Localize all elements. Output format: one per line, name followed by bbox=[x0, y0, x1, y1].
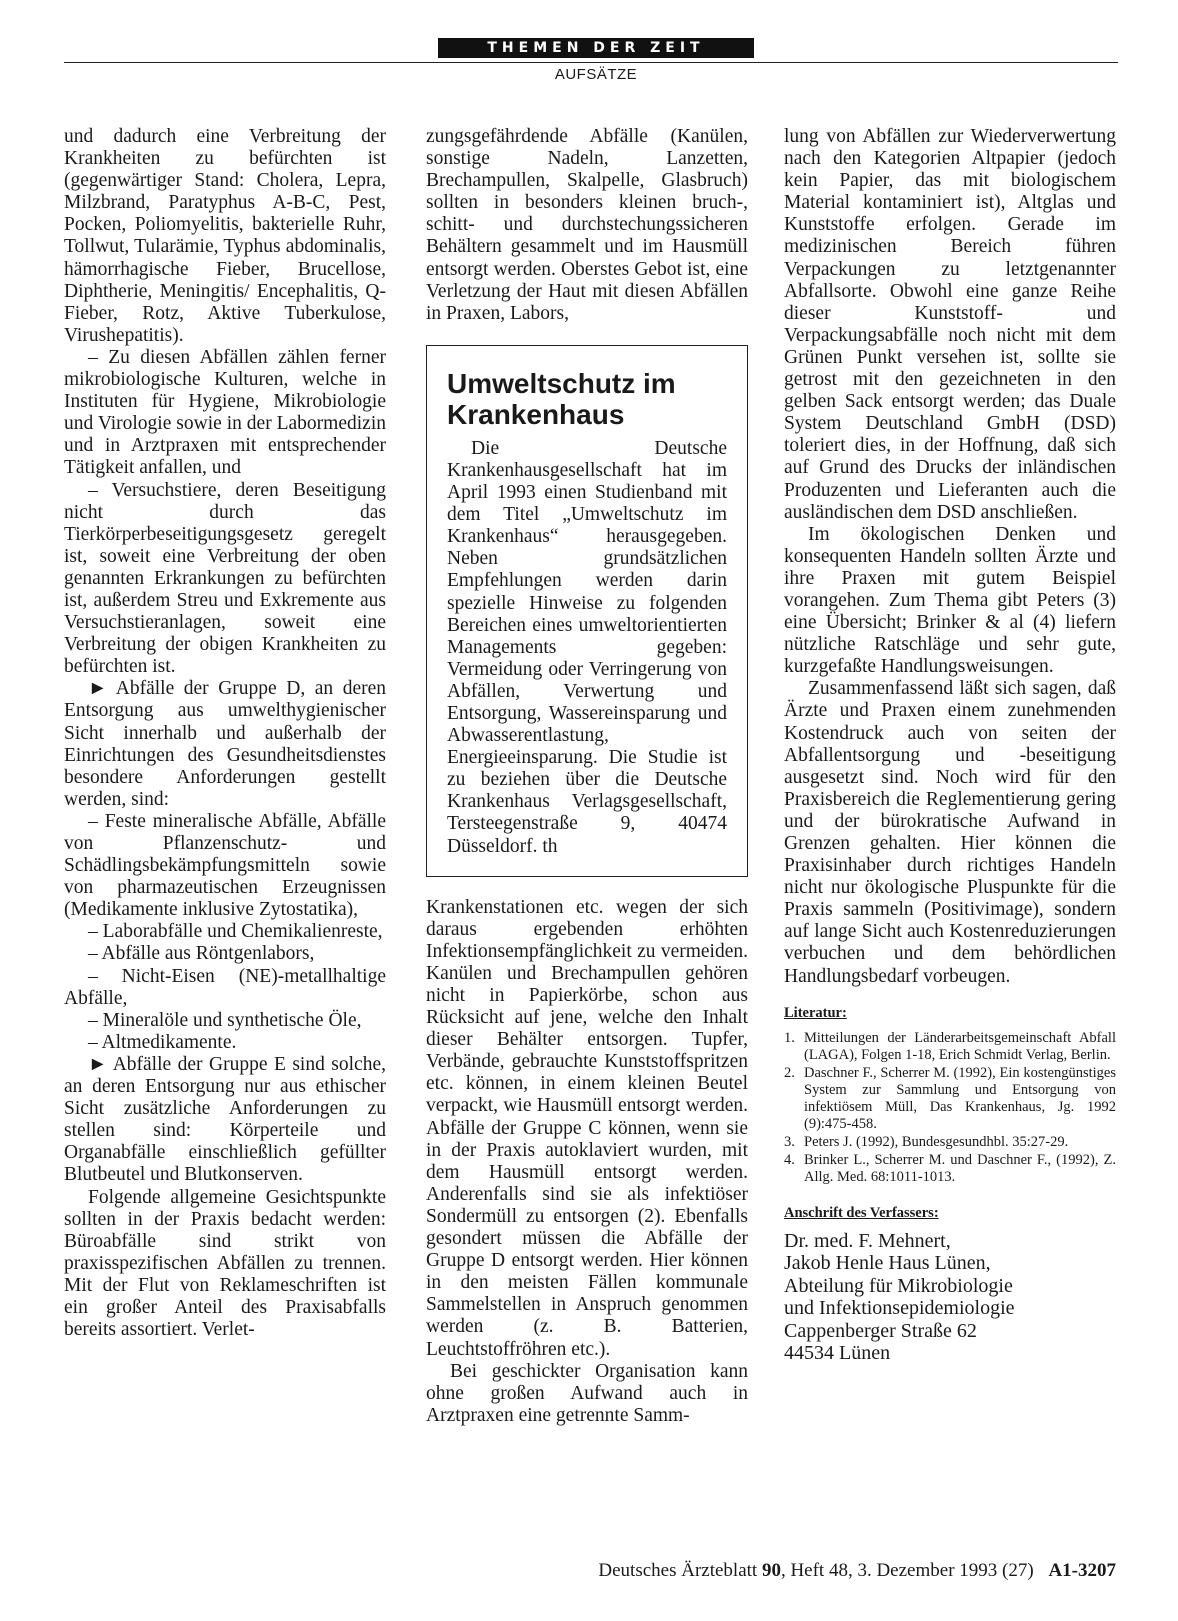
header-rule bbox=[64, 62, 1118, 63]
reference-item: 3. Peters J. (1992), Bundesgesundhbl. 35:27-29. bbox=[784, 1133, 1069, 1150]
paragraph: – Abfälle aus Röntgenlabors, bbox=[88, 943, 315, 965]
author-address: Dr. med. F. Mehnert, Jakob Henle Haus Lünen, Abteilung für Mikrobiologie und Infektionsepidemiologie Cappenberger Straße 62 44534 Lünen bbox=[784, 1229, 1015, 1365]
paragraph: – Zu diesen Abfällen zählen ferner mikrobiologische Kulturen, welche in Instituten für Hygiene, Mikrobiologie und Virologie sowie in der Labormedizin und in Arztpraxen mit entsprechender Tätigkeit anfallen, und bbox=[64, 346, 386, 479]
paragraph: – Laborabfälle und Chemikalienreste, bbox=[88, 921, 383, 943]
section-subtitle: AUFSÄTZE bbox=[554, 66, 638, 83]
reference-item: 1. Mitteilungen der Länderarbeitsgemeinschaft Abfall (LAGA), Folgen 1-18, Erich Schmidt Verlag, Berlin. bbox=[784, 1029, 1116, 1063]
address-heading: Anschrift des Verfassers: bbox=[784, 1204, 939, 1221]
paragraph: – Nicht-Eisen (NE)-metallhaltige Abfälle, bbox=[64, 965, 386, 1009]
paragraph: Folgende allgemeine Gesichtspunkte sollten in der Praxis bedacht werden: Büroabfälle sind strikt von praxisspezifischen Abfällen zu trennen. Mit der Flut von Reklameschriften ist ein großer Anteil des Praxisabfalls bereits assortiert. Verlet- bbox=[64, 1186, 386, 1341]
paragraph: – Altmedikamente. bbox=[88, 1031, 237, 1053]
paragraph: Im ökologischen Denken und konsequenten Handeln sollten Ärzte und ihre Praxen mit gutem Beispiel vorangehen. Zum Thema gibt Peters (3) eine Übersicht; Brinker & al (4) liefern nützliche Ratschläge und sehr gute, kurzgefaßte Handlungsweisungen. bbox=[784, 523, 1116, 678]
info-box-title: Umweltschutz im Krankenhaus bbox=[447, 367, 676, 430]
info-box-text: Die Deutsche Krankenhausgesellschaft hat im April 1993 einen Studienband mit dem Titel „Umweltschutz im Krankenhaus“ herausgegeben. Neben grundsätzlichen Empfehlungen werden darin spezielle Hinweise zu folgenden Bereichen eines umweltorientierten Managements gegeben: Vermeidung oder Verringerung von Abfällen, Verwertung und Entsorgung, Wassereinsparung und Abwasserentlastung, Energieeinsparung. Die Studie ist zu beziehen über die Deutsche Krankenhaus Verlagsgesellschaft, Tersteegenstraße 9, 40474 Düsseldorf. th bbox=[447, 437, 727, 857]
paragraph: lung von Abfällen zur Wiederverwertung nach den Kategorien Altpapier (jedoch kein Papier, das mit biologischem Material kontaminiert ist), Altglas und Kunststoffe erfolgen. Gerade im medizinischen Bereich führen Verpackungen zu letztgenannter Abfallsorte. Obwohl eine ganze Reihe dieser Kunststoff- und Verpackungsabfälle noch nicht mit dem Grünen Punkt versehen ist, sollte sie getrost mit den gezeichneten in den gelben Sack entsorgt werden; das Duale System Deutschland GmbH (DSD) toleriert dies, in der Hoffnung, daß sich auf Grund des Drucks der inländischen Produzenten und Lieferanten auch die ausländischen dem DSD anschließen. bbox=[784, 126, 1116, 523]
section-banner: THEMEN DER ZEIT bbox=[438, 38, 754, 58]
paragraph: Krankenstationen etc. wegen der sich daraus ergebenden erhöhten Infektionsempfänglichkeit zu vermeiden. Kanülen und Brechampullen gehören nicht in Papierkörbe, schon aus Rücksicht auf jene, welche den Inhalt dieser Behälter entsorgen. Tupfer, Verbände, gebrauchte Kunststoffspritzen etc. können, in einem kleinen Beutel verpackt, wie Hausmüll entsorgt werden. Abfälle der Gruppe C können, wenn sie in der Praxis autoklaviert wurden, mit dem Hausmüll entsorgt werden. Anderenfalls sind sie als infektiöser Sondermüll zu entsorgen (2). Ebenfalls gesondert müssen die Abfälle der Gruppe D entsorgt werden. Hier können in den meisten Fällen kommunale Sammelstellen in Anspruch genommen werden (z. B. Batterien, Leuchtstoffröhren etc.). bbox=[426, 896, 748, 1360]
paragraph: – Feste mineralische Abfälle, Abfälle von Pflanzenschutz- und Schädlingsbekämpfungsmitteln sowie von pharmazeutischen Erzeugnissen (Medikamente inklusive Zytostatika), bbox=[64, 810, 386, 921]
paragraph: – Versuchstiere, deren Beseitigung nicht durch das Tierkörperbeseitigungsgesetz geregelt ist, soweit eine Verbreitung der oben genannten Erkrankungen zu befürchten ist, außerdem Streu und Exkremente aus Versuchstieranlagen, soweit eine Verbreitung der obigen Krankheiten zu befürchten ist. bbox=[64, 479, 386, 678]
page-number: A1-3207 bbox=[1048, 1560, 1116, 1581]
paragraph: Zusammenfassend läßt sich sagen, daß Ärzte und Praxen einem zunehmenden Kostendruck auch von seiten der Abfallentsorgung und -beseitigung ausgesetzt sind. Noch wird für den Praxisbereich die Reglementierung gering und der bürokratische Aufwand in Grenzen gehalten. Hier können die Praxisinhaber durch richtiges Handeln nicht nur ökologische Pluspunkte für die Praxis sammeln (Positivimage), sondern auf lange Sicht auch Kostenreduzierungen verbuchen und dem behördlichen Handlungsbedarf vorbeugen. bbox=[784, 678, 1116, 987]
journal-issue: , Heft 48, 3. Dezember 1993 (27) bbox=[780, 1560, 1034, 1581]
reference-list bbox=[784, 1030, 1116, 1186]
reference-item: 4. Brinker L., Scherrer M. und Daschner F., (1992), Z. Allg. Med. 68:1011-1013. bbox=[784, 1151, 1116, 1185]
info-box bbox=[426, 345, 748, 877]
paragraph: ► Abfälle der Gruppe E sind solche, an deren Entsorgung nur aus ethischer Sicht zusätzliche Anforderungen zu stellen sind: Körperteile und Organabfälle einschließlich gefüllter Blutbeutel und Blutkonserven. bbox=[64, 1053, 386, 1186]
literature-heading: Literatur: bbox=[784, 1004, 847, 1021]
column-3 bbox=[784, 126, 1116, 1365]
paragraph: – Mineralöle und synthetische Öle, bbox=[88, 1009, 362, 1031]
paragraph: zungsgefährdende Abfälle (Kanülen, sonstige Nadeln, Lanzetten, Brechampullen, Skalpelle, Glasbruch) sollten in besonders kleinen bruch-, schitt- und durchstechungssicheren Behältern gesammelt und im Hausmüll entsorgt werden. Oberstes Gebot ist, eine Verletzung der Haut mit diesen Abfällen in Praxen, Labors, bbox=[426, 126, 748, 324]
paragraph: ► Abfälle der Gruppe D, an deren Entsorgung aus umwelthygienischer Sicht innerhalb und außerhalb der Einrichtungen des Gesundheitsdienstes besondere Anforderungen gestellt werden, sind: bbox=[64, 678, 386, 810]
column-2 bbox=[426, 126, 748, 1427]
journal-name: Deutsches Ärzteblatt bbox=[598, 1560, 758, 1581]
journal-volume: 90 bbox=[761, 1560, 781, 1581]
column-1 bbox=[64, 126, 386, 1341]
page-footer bbox=[560, 1560, 1116, 1582]
paragraph: Bei geschickter Organisation kann ohne großen Aufwand auch in Arztpraxen eine getrennte Samm- bbox=[426, 1360, 748, 1426]
reference-item: 2. Daschner F., Scherrer M. (1992), Ein kostengünstiges System zur Sammlung und Entsorgung von infektiösem Müll, Das Krankenhaus, Jg. 1992 (9):475-458. bbox=[784, 1064, 1116, 1132]
paragraph: und dadurch eine Verbreitung der Krankheiten zu befürchten ist (gegenwärtiger Stand: Cholera, Lepra, Milzbrand, Paratyphus A-B-C, Pest, Pocken, Poliomyelitis, bakterielle Ruhr, Tollwut, Tularämie, Typhus abdominalis, hämorrhagische Fieber, Brucellose, Diphtherie, Meningitis/ Encephalitis, Q-Fieber, Rotz, Aktive Tuberkulose, Virushepatitis). bbox=[64, 126, 386, 346]
